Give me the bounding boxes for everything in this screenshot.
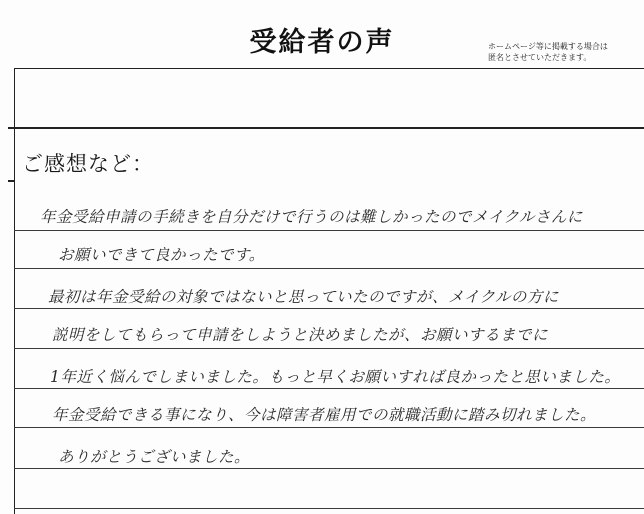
handwritten-line (0, 447, 644, 467)
handwritten-text: 最初は年金受給の対象ではないと思っていたのですが、メイクルの方に (48, 288, 559, 306)
ruled-line (14, 427, 644, 428)
handwritten-line (0, 245, 644, 265)
ruled-line (14, 268, 644, 269)
anonymity-note-line-1: ホームページ等に掲載する場合は (488, 42, 608, 51)
comments-section-label: ご感想など： (22, 152, 154, 176)
handwritten-line (0, 325, 644, 345)
handwritten-text: お願いできて良かったです。 (58, 246, 265, 264)
handwritten-text: ありがとうございました。 (58, 448, 251, 466)
anonymity-note (488, 41, 640, 63)
handwritten-text: 年金受給できる事になり、今は障害者雇用での就職活動に踏み切れました。 (52, 406, 597, 424)
page-title: 受給者の声 (249, 27, 395, 58)
margin-tick (8, 180, 14, 182)
handwritten-text: 説明をしてもらって申請をしようと決めましたが、お願いするまでに (52, 326, 549, 344)
ruled-line (14, 308, 644, 309)
ruled-line (14, 348, 644, 349)
anonymity-note-line-2: 匿名とさせていただきます。 (488, 53, 592, 62)
ruled-line (14, 468, 644, 469)
handwritten-line (0, 287, 644, 307)
handwritten-line (0, 367, 644, 387)
handwritten-line (0, 405, 644, 425)
handwritten-text: 年金受給申請の手続きを自分だけで行うのは難しかったのでメイクルさんに (40, 208, 583, 226)
ruled-line (14, 388, 644, 389)
ruled-line (14, 230, 644, 231)
handwritten-line (0, 207, 644, 227)
handwritten-text: 1年近く悩んでしまいました。もっと早くお願いすれば良かったと思いました。 (50, 368, 621, 386)
ruled-line (14, 508, 644, 509)
header-row-divider (14, 127, 644, 129)
